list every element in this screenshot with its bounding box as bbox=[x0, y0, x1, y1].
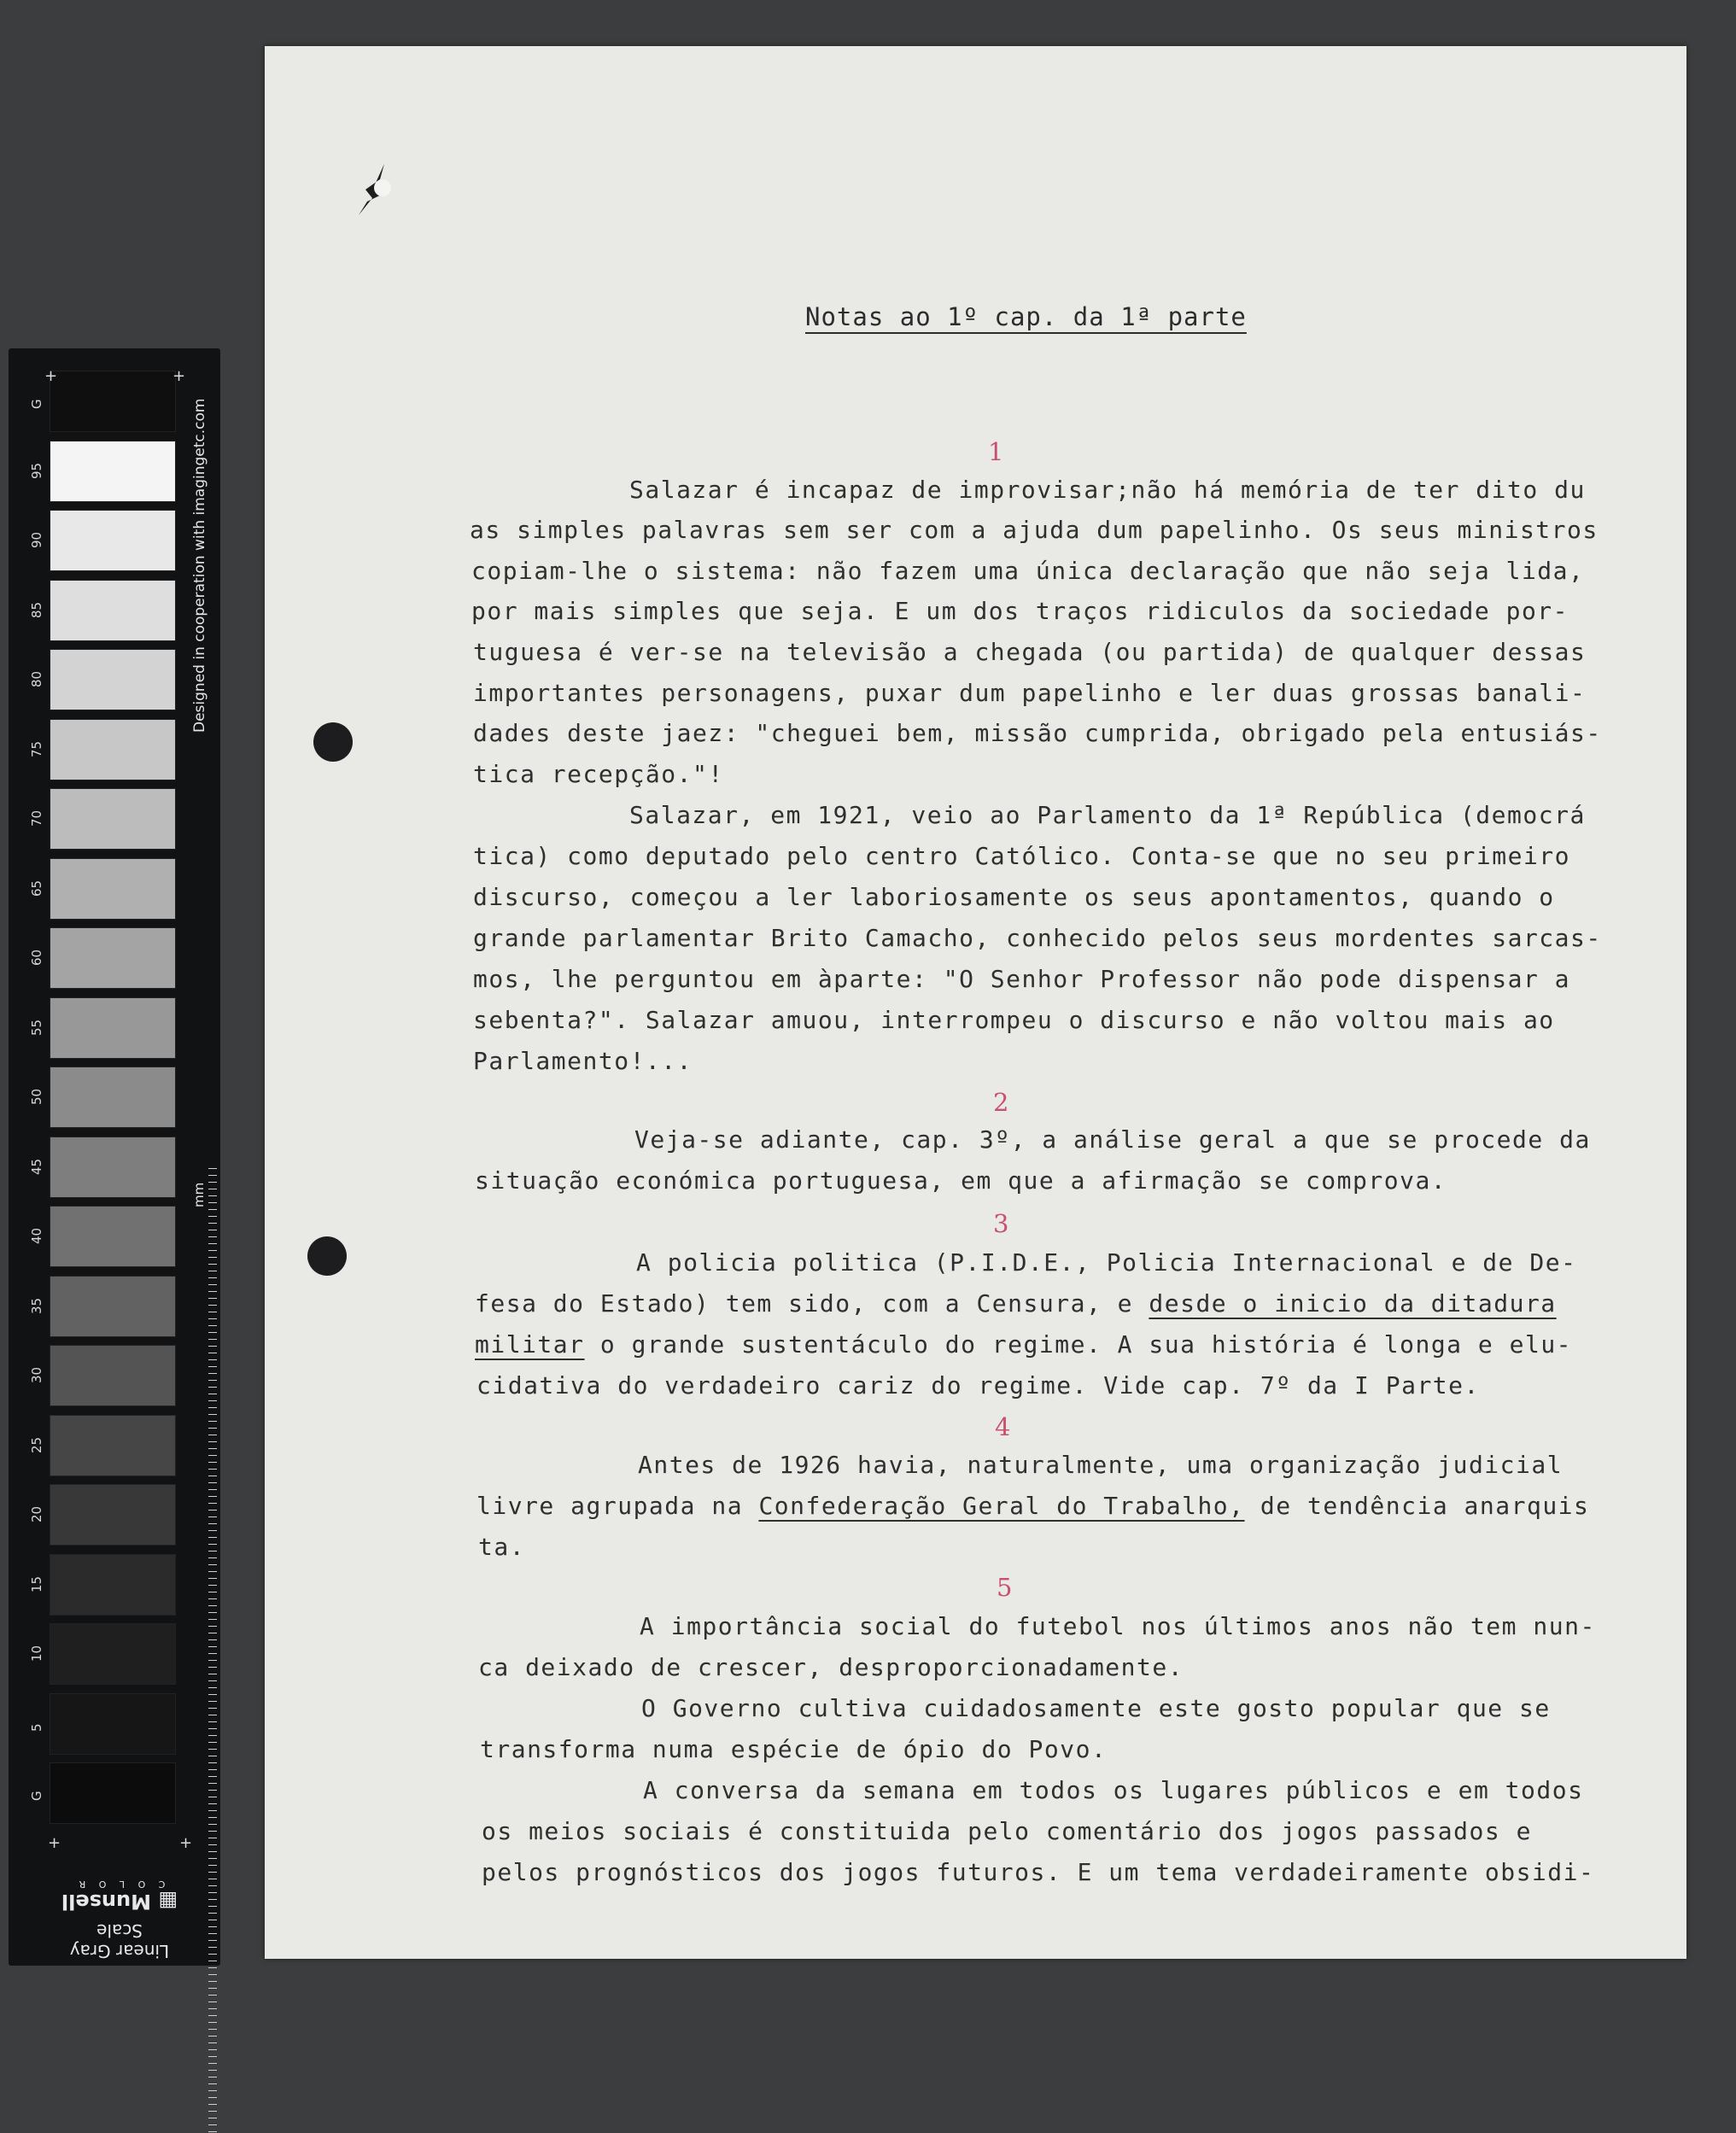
brand-name: Munsell bbox=[61, 1890, 152, 1914]
grid-logo-icon: ▦ bbox=[158, 1890, 178, 1914]
gray-swatch bbox=[50, 441, 176, 502]
swatch-label: 10 bbox=[29, 1645, 44, 1662]
note-text: de tendência anarquis bbox=[1244, 1492, 1590, 1520]
gray-swatch bbox=[50, 997, 176, 1059]
note-line: situação económica portuguesa, em que a afirmação se comprova. bbox=[475, 1166, 1447, 1195]
gray-swatch bbox=[50, 1623, 176, 1685]
note-line: os meios sociais é constituida pelo comentário dos jogos passados e bbox=[482, 1817, 1532, 1845]
gray-swatch bbox=[50, 510, 176, 571]
mm-ruler bbox=[208, 1168, 217, 2133]
note-line: Veja-se adiante, cap. 3º, a análise geral a que se procede da bbox=[634, 1125, 1591, 1154]
gray-swatch bbox=[50, 371, 176, 432]
paper-tear-mark bbox=[350, 157, 401, 217]
note-line: discurso, começou a ler laboriosamente os seus apontamentos, quando o bbox=[473, 883, 1555, 911]
gray-swatch bbox=[50, 1693, 176, 1755]
note-line: mos, lhe perguntou em àparte: "O Senhor Professor não pode dispensar a bbox=[473, 965, 1571, 993]
note-line bbox=[475, 1289, 1557, 1318]
note-line: copiam-lhe o sistema: não fazem uma única declaração que não seja lida, bbox=[471, 557, 1585, 585]
note-line: tica) como deputado pelo centro Católico. Conta-se que no seu primeiro bbox=[473, 842, 1571, 870]
gray-swatch bbox=[50, 1137, 176, 1198]
swatch-label: 45 bbox=[29, 1158, 44, 1175]
swatch-label: 25 bbox=[29, 1436, 44, 1453]
scale-unit: mm bbox=[191, 1182, 207, 1207]
gray-swatch bbox=[50, 1762, 176, 1824]
gray-swatch bbox=[50, 1345, 176, 1406]
gray-swatch bbox=[50, 1206, 176, 1267]
document-page bbox=[265, 46, 1686, 1959]
gray-swatch bbox=[50, 788, 176, 850]
swatch-label: 60 bbox=[29, 949, 44, 966]
note-number: 4 bbox=[995, 1412, 1011, 1441]
gray-swatch bbox=[50, 1066, 176, 1128]
note-line: ca deixado de crescer, desproporcionadamente. bbox=[478, 1653, 1184, 1681]
swatch-label: 30 bbox=[29, 1366, 44, 1383]
note-line: A importância social do futebol nos últimos anos não tem nun- bbox=[640, 1612, 1596, 1640]
swatch-label: 85 bbox=[29, 601, 44, 618]
note-line: cidativa do verdadeiro cariz do regime. Vide cap. 7º da I Parte. bbox=[476, 1371, 1480, 1400]
swatch-label: 35 bbox=[29, 1297, 44, 1314]
swatch-label: 15 bbox=[29, 1575, 44, 1592]
note-line: pelos prognósticos dos jogos futuros. E um tema verdadeiramente obsidi- bbox=[482, 1858, 1595, 1886]
swatch-label: 20 bbox=[29, 1505, 44, 1522]
swatch-label: 55 bbox=[29, 1019, 44, 1036]
brand-small: C O L O R bbox=[73, 1879, 166, 1890]
page-title: Notas ao 1º cap. da 1ª parte bbox=[805, 302, 1247, 331]
note-number: 5 bbox=[997, 1573, 1013, 1602]
note-text: o grande sustentáculo do regime. A sua história é longa e elu- bbox=[584, 1330, 1573, 1359]
note-line: Parlamento!... bbox=[473, 1047, 693, 1075]
swatch-label: 40 bbox=[29, 1227, 44, 1244]
gray-swatch bbox=[50, 1554, 176, 1616]
swatch-label: 80 bbox=[29, 670, 44, 687]
note-line: grande parlamentar Brito Camacho, conhecido pelos seus mordentes sarcas- bbox=[473, 924, 1602, 952]
note-line: importantes personagens, puxar dum papelinho e ler duas grossas banali- bbox=[473, 679, 1587, 707]
note-line: Salazar é incapaz de improvisar;não há memória de ter dito du bbox=[629, 476, 1586, 504]
note-line: A policia politica (P.I.D.E., Policia Internacional e de De- bbox=[636, 1248, 1577, 1277]
note-number: 1 bbox=[988, 437, 1004, 466]
note-line bbox=[476, 1492, 1589, 1520]
underlined-phrase: Confederação Geral do Trabalho, bbox=[758, 1492, 1245, 1520]
note-line: A conversa da semana em todos os lugares públicos e em todos bbox=[643, 1776, 1584, 1804]
note-line: dades deste jaez: "cheguei bem, missão cumprida, obrigado pela entusiás- bbox=[473, 719, 1602, 747]
gray-scale-card: Designed in cooperation with imagingetc.com mm + + + + Linear Gray Scale ▦ Munsell C O L O R G 95 90 85 80 75 70 65 60 55 50 45 40 35 30 25 20 15 10 5 G bbox=[9, 348, 220, 1966]
note-line: O Governo cultiva cuidadosamente este gosto popular que se bbox=[641, 1694, 1551, 1722]
note-number: 2 bbox=[993, 1088, 1009, 1117]
underlined-phrase: militar bbox=[475, 1330, 585, 1359]
gray-swatch bbox=[50, 1415, 176, 1476]
note-text: livre agrupada na bbox=[476, 1492, 759, 1520]
swatch-label: 50 bbox=[29, 1088, 44, 1105]
swatch-label: G bbox=[29, 399, 44, 409]
note-line: transforma numa espécie de ópio do Povo. bbox=[480, 1735, 1108, 1763]
note-line bbox=[475, 1330, 1572, 1359]
swatch-label: 95 bbox=[29, 462, 44, 479]
gray-swatch bbox=[50, 719, 176, 780]
scale-product: Linear Gray Scale bbox=[69, 1920, 170, 1961]
note-number: 3 bbox=[993, 1209, 1009, 1238]
gray-swatch bbox=[50, 1276, 176, 1337]
swatch-label: 65 bbox=[29, 879, 44, 897]
swatch-label: 90 bbox=[29, 531, 44, 548]
swatch-label: G bbox=[29, 1791, 44, 1801]
note-line: as simples palavras sem ser com a ajuda dum papelinho. Os seus ministros bbox=[470, 516, 1599, 544]
note-line: Antes de 1926 havia, naturalmente, uma organização judicial bbox=[638, 1451, 1564, 1479]
gray-swatch bbox=[50, 1484, 176, 1546]
swatch-label: 70 bbox=[29, 809, 44, 827]
gray-swatch bbox=[50, 580, 176, 641]
note-text: fesa do Estado) tem sido, com a Censura, e bbox=[475, 1289, 1149, 1318]
note-line: Salazar, em 1921, veio ao Parlamento da 1ª República (democrá bbox=[629, 801, 1586, 829]
swatch-label: 5 bbox=[29, 1722, 44, 1732]
note-line: ta. bbox=[478, 1533, 526, 1561]
note-line: tuguesa é ver-se na televisão a chegada (ou partida) de qualquer dessas bbox=[473, 638, 1587, 666]
note-line: sebenta?". Salazar amuou, interrompeu o discurso e não voltou mais ao bbox=[473, 1006, 1555, 1034]
punch-hole bbox=[313, 722, 353, 762]
underlined-phrase: desde o inicio da ditadura bbox=[1149, 1289, 1557, 1318]
note-line: por mais simples que seja. E um dos traços ridiculos da sociedade por- bbox=[471, 597, 1569, 625]
gray-swatch bbox=[50, 858, 176, 920]
swatch-label: 75 bbox=[29, 740, 44, 757]
gray-swatch bbox=[50, 927, 176, 989]
note-line: tica recepção."! bbox=[473, 760, 724, 788]
punch-hole bbox=[307, 1236, 347, 1276]
scale-credit: Designed in cooperation with imagingetc.com bbox=[191, 398, 208, 733]
munsell-brand bbox=[51, 1879, 188, 1961]
gray-swatch bbox=[50, 649, 176, 710]
